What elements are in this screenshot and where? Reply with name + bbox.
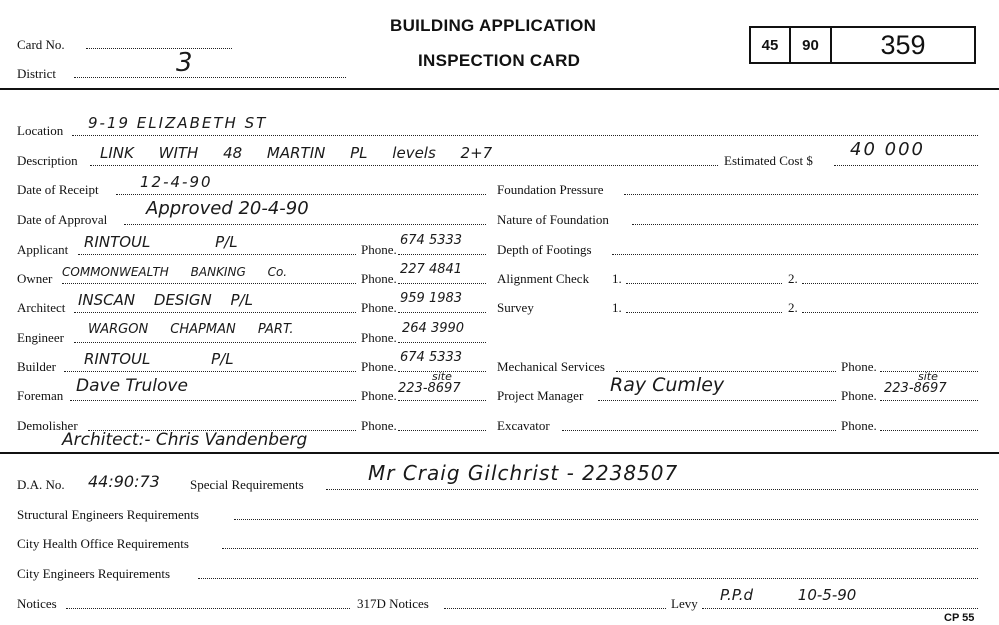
structural-engineers-label: Structural Engineers Requirements bbox=[17, 507, 199, 522]
excavator-line bbox=[562, 430, 836, 431]
architect-line bbox=[74, 312, 356, 313]
date-of-approval-value: Approved 20-4-90 bbox=[146, 198, 309, 219]
district-value: 3 bbox=[176, 48, 193, 78]
owner-phone-line bbox=[398, 283, 486, 284]
foreman-site-note: site bbox=[432, 370, 452, 383]
applicant-phone-value: 674 5333 bbox=[400, 233, 463, 248]
project-manager-site-note: site bbox=[918, 370, 938, 383]
architect-note: Architect:- Chris Vandenberg bbox=[62, 430, 308, 450]
survey-1-label: 1. bbox=[612, 300, 622, 315]
date-of-receipt-label: Date of Receipt bbox=[17, 182, 99, 197]
architect-label: Architect bbox=[17, 300, 66, 315]
builder-line bbox=[64, 371, 356, 372]
foreman-value: Dave Trulove bbox=[76, 376, 188, 396]
foreman-phone-line bbox=[398, 400, 486, 401]
notices-317d-line bbox=[444, 608, 666, 609]
owner-value: COMMONWEALTH BANKING Co. bbox=[62, 265, 288, 279]
alignment-check-1-label: 1. bbox=[612, 271, 622, 286]
district-label: District bbox=[17, 66, 56, 81]
applicant-label: Applicant bbox=[17, 242, 69, 257]
date-of-approval-line bbox=[124, 224, 486, 225]
location-line bbox=[72, 135, 978, 136]
project-manager-phone-value: 223-8697 bbox=[884, 381, 947, 396]
estimated-cost-value: 40 000 bbox=[850, 139, 925, 160]
card-number-box-3: 359 bbox=[830, 26, 976, 64]
location-value: 9-19 ELIZABETH ST bbox=[88, 114, 268, 132]
card-no-line bbox=[86, 48, 232, 49]
alignment-check-1-line bbox=[626, 283, 782, 284]
foreman-label: Foreman bbox=[17, 388, 64, 403]
alignment-check-label: Alignment Check bbox=[497, 271, 590, 286]
foundation-pressure-label: Foundation Pressure bbox=[497, 182, 604, 197]
demolisher-label: Demolisher bbox=[17, 418, 78, 433]
card-number-box-1: 45 bbox=[749, 26, 791, 64]
estimated-cost-label: Estimated Cost $ bbox=[724, 153, 813, 168]
special-requirements-label: Special Requirements bbox=[190, 477, 304, 492]
location-label: Location bbox=[17, 123, 64, 138]
architect-value: INSCAN DESIGN P/L bbox=[78, 291, 253, 309]
engineer-line bbox=[74, 342, 356, 343]
engineer-phone-label: Phone. bbox=[361, 330, 397, 345]
form-code: CP 55 bbox=[944, 612, 975, 624]
section-rule bbox=[0, 452, 999, 454]
notices-317d-label: 317D Notices bbox=[357, 596, 429, 611]
excavator-label: Excavator bbox=[497, 418, 550, 433]
depth-of-footings-label: Depth of Footings bbox=[497, 242, 592, 257]
foundation-pressure-line bbox=[624, 194, 978, 195]
applicant-value: RINTOUL P/L bbox=[84, 233, 238, 251]
mechanical-services-label: Mechanical Services bbox=[497, 359, 605, 374]
levy-line bbox=[702, 608, 978, 609]
city-health-line bbox=[222, 548, 978, 549]
special-requirements-value: Mr Craig Gilchrist - 2238507 bbox=[368, 461, 679, 485]
engineer-value: WARGON CHAPMAN PART. bbox=[88, 322, 294, 337]
survey-1-line bbox=[626, 312, 782, 313]
builder-label: Builder bbox=[17, 359, 56, 374]
title-line-2: INSPECTION CARD bbox=[418, 51, 581, 70]
builder-phone-value: 674 5333 bbox=[400, 350, 463, 365]
date-of-receipt-value: 12-4-90 bbox=[140, 173, 213, 191]
survey-label: Survey bbox=[497, 300, 534, 315]
project-manager-phone-line bbox=[880, 400, 978, 401]
owner-phone-value: 227 4841 bbox=[400, 262, 463, 277]
notices-label: Notices bbox=[17, 596, 57, 611]
foreman-line bbox=[70, 400, 356, 401]
city-engineers-line bbox=[198, 578, 978, 579]
project-manager-label: Project Manager bbox=[497, 388, 584, 403]
depth-of-footings-line bbox=[612, 254, 978, 255]
project-manager-phone-label: Phone. bbox=[841, 388, 877, 403]
description-label: Description bbox=[17, 153, 78, 168]
mechanical-services-phone-label: Phone. bbox=[841, 359, 877, 374]
levy-value: P.P.d 10-5-90 bbox=[720, 586, 857, 604]
excavator-phone-label: Phone. bbox=[841, 418, 877, 433]
excavator-phone-line bbox=[880, 430, 978, 431]
demolisher-phone-label: Phone. bbox=[361, 418, 397, 433]
card-no-label: Card No. bbox=[17, 37, 65, 52]
da-no-label: D.A. No. bbox=[17, 477, 65, 492]
owner-line bbox=[62, 283, 356, 284]
owner-label: Owner bbox=[17, 271, 53, 286]
foreman-phone-label: Phone. bbox=[361, 388, 397, 403]
city-health-label: City Health Office Requirements bbox=[17, 536, 189, 551]
owner-phone-label: Phone. bbox=[361, 271, 397, 286]
mechanical-services-line bbox=[616, 371, 836, 372]
architect-phone-line bbox=[398, 312, 486, 313]
card-number-box-2: 90 bbox=[789, 26, 832, 64]
nature-of-foundation-line bbox=[632, 224, 978, 225]
date-of-approval-label: Date of Approval bbox=[17, 212, 108, 227]
title-line-1: BUILDING APPLICATION bbox=[390, 16, 597, 35]
description-value: LINK WITH 48 MARTIN PL levels 2+7 bbox=[100, 144, 493, 162]
engineer-phone-line bbox=[398, 342, 486, 343]
alignment-check-2-label: 2. bbox=[788, 271, 798, 286]
project-manager-value: Ray Cumley bbox=[610, 374, 725, 396]
special-requirements-line bbox=[326, 489, 978, 490]
architect-phone-label: Phone. bbox=[361, 300, 397, 315]
survey-2-line bbox=[802, 312, 978, 313]
architect-phone-value: 959 1983 bbox=[400, 291, 463, 306]
applicant-phone-label: Phone. bbox=[361, 242, 397, 257]
engineer-label: Engineer bbox=[17, 330, 64, 345]
engineer-phone-value: 264 3990 bbox=[402, 321, 465, 336]
builder-phone-label: Phone. bbox=[361, 359, 397, 374]
header-rule bbox=[0, 88, 999, 90]
levy-label: Levy bbox=[671, 596, 698, 611]
project-manager-line bbox=[598, 400, 836, 401]
estimated-cost-line bbox=[834, 165, 978, 166]
structural-engineers-line bbox=[234, 519, 978, 520]
district-line bbox=[74, 77, 346, 78]
foreman-phone-value: 223-8697 bbox=[398, 381, 461, 396]
city-engineers-label: City Engineers Requirements bbox=[17, 566, 171, 581]
date-of-receipt-line bbox=[116, 194, 486, 195]
alignment-check-2-line bbox=[802, 283, 978, 284]
applicant-phone-line bbox=[398, 254, 486, 255]
da-no-value: 44:90:73 bbox=[88, 472, 160, 491]
nature-of-foundation-label: Nature of Foundation bbox=[497, 212, 609, 227]
applicant-line bbox=[78, 254, 356, 255]
notices-line bbox=[66, 608, 350, 609]
description-line bbox=[90, 165, 718, 166]
survey-2-label: 2. bbox=[788, 300, 798, 315]
demolisher-phone-line bbox=[398, 430, 486, 431]
builder-value: RINTOUL P/L bbox=[84, 350, 234, 368]
